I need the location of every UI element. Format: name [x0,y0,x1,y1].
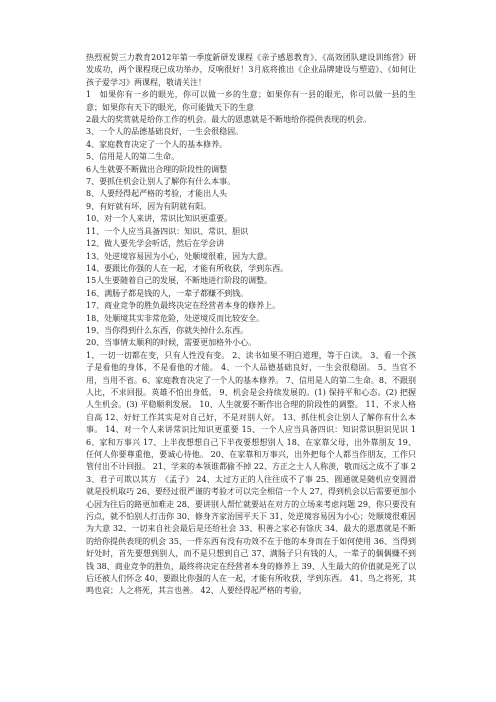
list-item: 18、处顺境其实非常危险，处逆境反而比较安全。 [86,313,265,323]
list-item: 1 如果你有一乡的眼光，你可以做一乡的生意；如果你有一县的眼光，你可以做一县的生意；如果你有天下的眼光，你可能做天下的生意 [86,90,416,112]
list-item: 5、信用是人的第二生命。 [86,152,180,162]
list-item: 11、一个人应当具备四识：知识、常识、胆识 [86,226,249,236]
list-item: 6人生就要不断做出合理的阶段性的调整 [86,164,228,174]
list-item: 19、当你得到什么东西，你就失掉什么东西。 [86,325,249,335]
list-item: 2最大的奖赏就是给你工作的机会。最大的恩惠就是不断地给你提供表现的机会。 [86,115,372,125]
dense-paragraph: 1、一切一切都在变，只有人性没有变。 2、读书如果不明白道理，等于白读。 3、看一个孩子是看他的身体，不是看他的才能。 4、一个人品德基础良好，一生会很稳固。 5、当官不用，当用不省。6、家庭教育决定了一个人的基本修养。 7、信用是人的第二生命。8、不跟别人比，不求回报。英雄不怕出身低。 9、机会是会持续发展的。(1) 保持平和心态。(2) 把握人生机会。(3) 平稳顺利发展。 10、人生就要不断作出合理的阶段性的调整。 11、不求人格自高 12、好好工作其实是对自己好，不是对别人好。 13、抓住机会让别人了解你有什么本事。 14、对一个人来讲常识比知识更重要 15、一个人应当具备四识：知识常识胆识见识 16、家和万事兴 17、上半夜想想自己下半夜要想想别人 18、在家靠父母，出外靠朋友 19、任何人你要尊重他，要诚心待他。 20、在家靠和万事兴，出外把每个人都当作朋友，工作只管付出不计回报。 21、学来的本领谁都偷不掉 22、方正之士人人称羡，敬而远之成不了事 23、君子可欺以其方 《孟子》 24、太过方正的人往往成不了事 25、圆通就是随机应变圆滑就是投机取巧 26、要经过很严谨的考验才可以完全相信一个人 27、得到机会以后需要更加小心因为往后的路更加难走 28、要讲别人帮忙就要站在对方的立场来考虑问题 29、你只要没有污点，就不怕别人打击你 30、修身齐家治国平天下 31、处逆境容易因为小心；处顺境很难因为大意 32、一切来自社会最后是还给社会 33、积善之家必有馀庆 34、最大的恩惠就是不断的给你提供表现的机会 35、一件东西有没有功效不在于他的本身而在于如何使用 36、当得到好处时，首先要想到别人，而不是只想到自己 37、满肠子只有钱的人，一辈子的偶偶赚不到钱 38、商业竞争的胜负，最终将决定在经营者本身的修养上 39、人生最大的价值就是死了以后还被人们怀念 40、要跟比你强的人在一起，才能有所收获，学到东西。 41、鸟之将死，其鸣也哀；人之将死，其言也善。 42、人要经得起严格的考验， [86,350,416,596]
list-item: 7、要抓住机会让别人了解你有什么本事。 [86,177,236,187]
list-item: 14、要跟比你强的人在一起，才能有所收获，学到东西。 [86,263,289,273]
list-item: 20、当事情太顺利的时候，需要更加格外小心。 [86,338,257,348]
list-item: 13、处逆境容易因为小心，处顺境很难，因为大意。 [86,251,273,261]
list-item: 3、一个人的品德基础良好，一生会很稳固。 [86,127,244,137]
intro-paragraph: 热烈祝贺三力教育2012年第一季度新研发课程《亲子感恩教育》、《高效团队建设训练营》研发成功，两个课程现已成功举办，反响很好！3月底将推出《企业品牌建设与塑造》、《如何让孩子爱学习》两课程，敬请关注！ [86,53,416,87]
list-item: 15人生要随着自己的发展，不断地进行阶段的调整。 [86,276,273,286]
list-item: 9、有好就有坏，因为有阴就有阳。 [86,201,212,211]
list-item: 10、对一个人来讲，常识比知识更重要。 [86,214,233,224]
document-page [86,52,416,598]
list-item: 8、人要经得起严格的考验，才能出人头 [86,189,228,199]
list-item: 4、家庭教育决定了一个人的基本修养。 [86,139,228,149]
list-item: 17、商业竞争的胜负最终决定在经营者本身的修养上。 [86,301,281,311]
list-item: 16、满肠子都是钱的人，一辈子都赚不到钱。 [86,288,249,298]
list-item: 12、做人要先学会听话，然后在学会讲 [86,239,225,249]
